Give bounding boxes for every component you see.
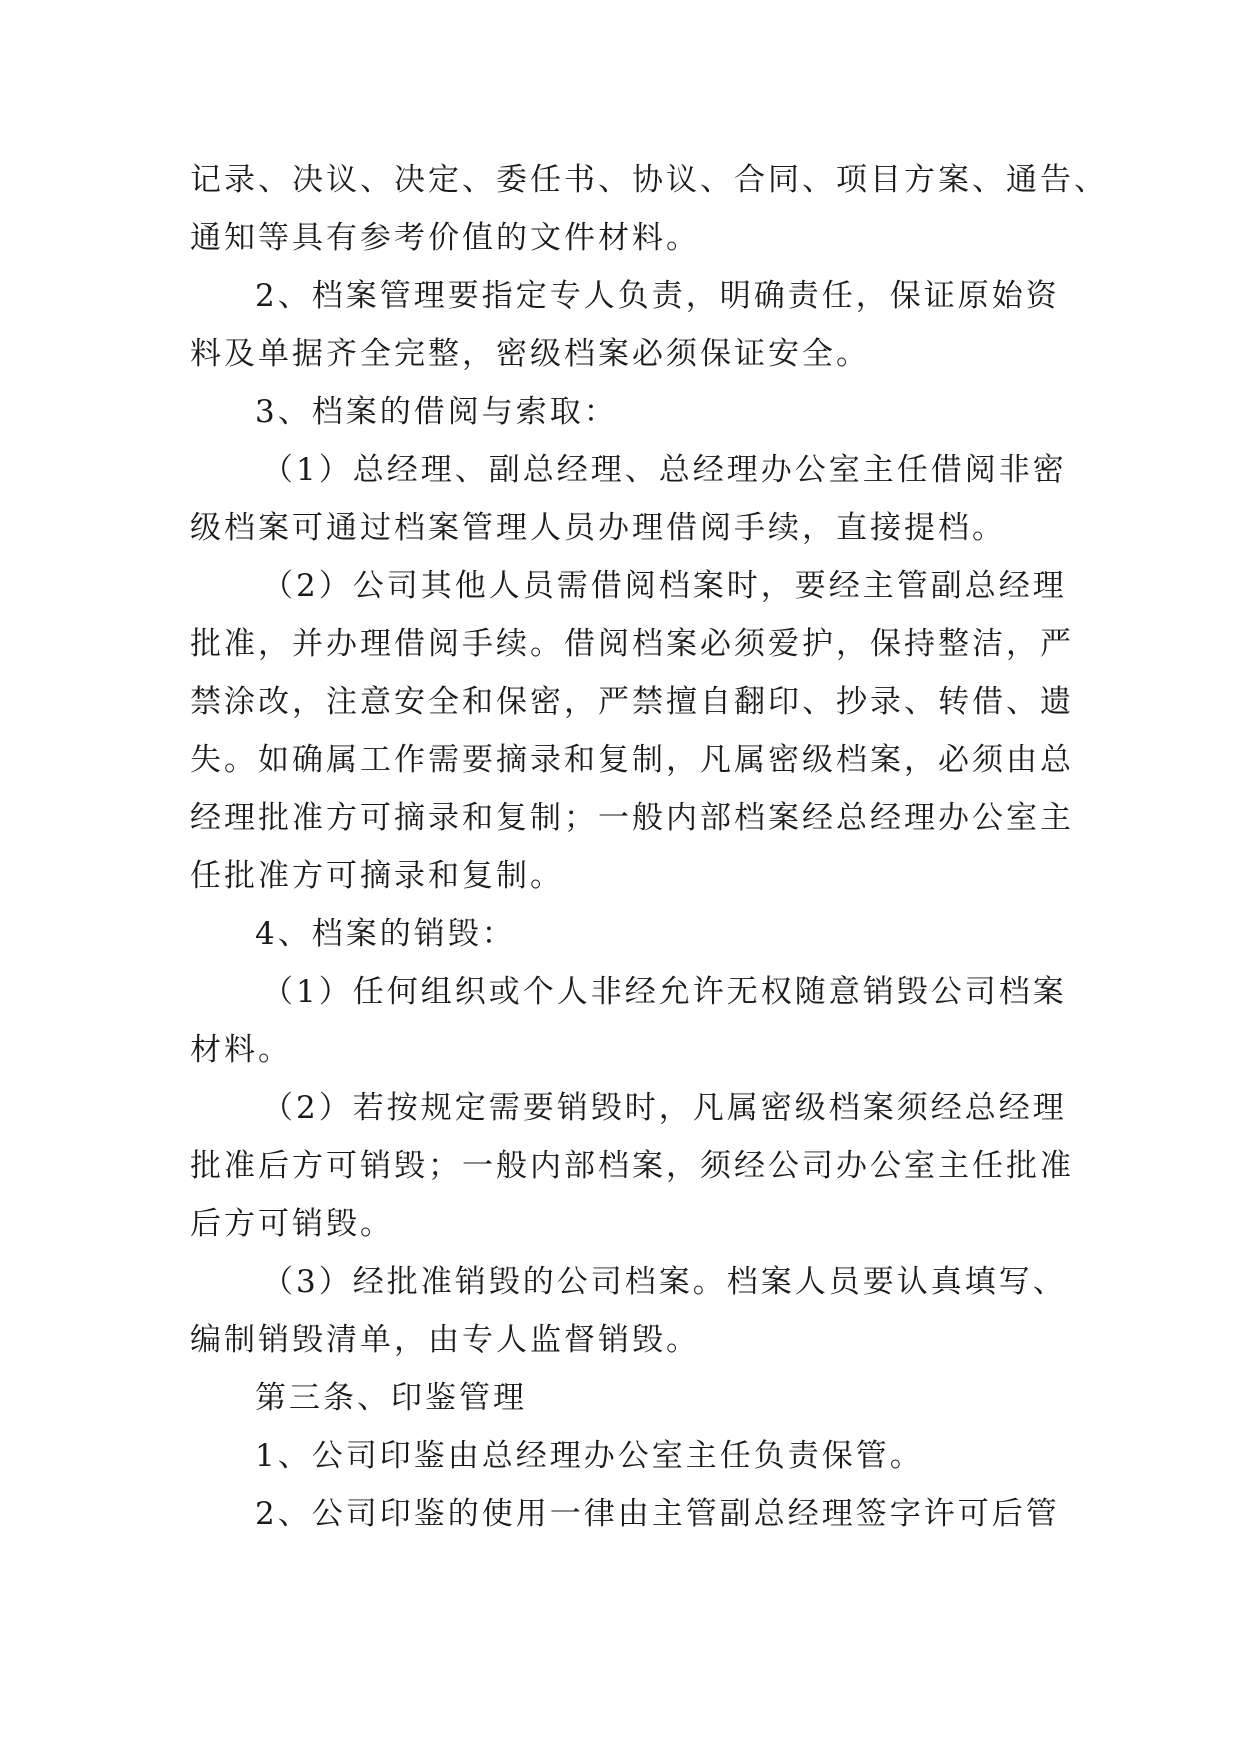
text-line: （1）总经理、副总经理、总经理办公室主任借阅非密 [262,452,1067,488]
text-line: （2）若按规定需要销毁时，凡属密级档案须经总经理 [262,1090,1067,1126]
text-line: 记录、决议、决定、委任书、协议、合同、项目方案、通告、 [190,162,1108,198]
text-line: 任批准方可摘录和复制。 [190,858,564,894]
text-line: 2、档案管理要指定专人负责，明确责任，保证原始资 [255,278,1060,314]
text-line: 禁涂改，注意安全和保密，严禁擅自翻印、抄录、转借、遗 [190,684,1074,720]
text-line: （3）经批准销毁的公司档案。档案人员要认真填写、 [262,1264,1067,1300]
text-line: 经理批准方可摘录和复制；一般内部档案经总经理办公室主 [190,800,1074,836]
text-line: 级档案可通过档案管理人员办理借阅手续，直接提档。 [190,510,1006,546]
text-line: 批准后方可销毁；一般内部档案，须经公司办公室主任批准 [190,1148,1074,1184]
text-line: 批准，并办理借阅手续。借阅档案必须爱护，保持整洁，严 [190,626,1074,662]
text-line: 3、档案的借阅与索取： [255,394,618,430]
text-line: （2）公司其他人员需借阅档案时，要经主管副总经理 [262,568,1067,604]
text-line: 编制销毁清单，由专人监督销毁。 [190,1322,700,1358]
text-line: 后方可销毁。 [190,1206,394,1242]
text-line: 材料。 [190,1032,292,1068]
text-line: 4、档案的销毁： [255,916,516,952]
text-line: 通知等具有参考价值的文件材料。 [190,220,700,256]
text-line: 料及单据齐全完整，密级档案必须保证安全。 [190,336,870,372]
section-heading: 第三条、印鉴管理 [255,1380,527,1416]
text-line: 失。如确属工作需要摘录和复制，凡属密级档案，必须由总 [190,742,1074,778]
text-line: 1、公司印鉴由总经理办公室主任负责保管。 [255,1438,924,1474]
text-line: （1）任何组织或个人非经允许无权随意销毁公司档案 [262,974,1067,1010]
text-line: 2、公司印鉴的使用一律由主管副总经理签字许可后管 [255,1496,1060,1532]
